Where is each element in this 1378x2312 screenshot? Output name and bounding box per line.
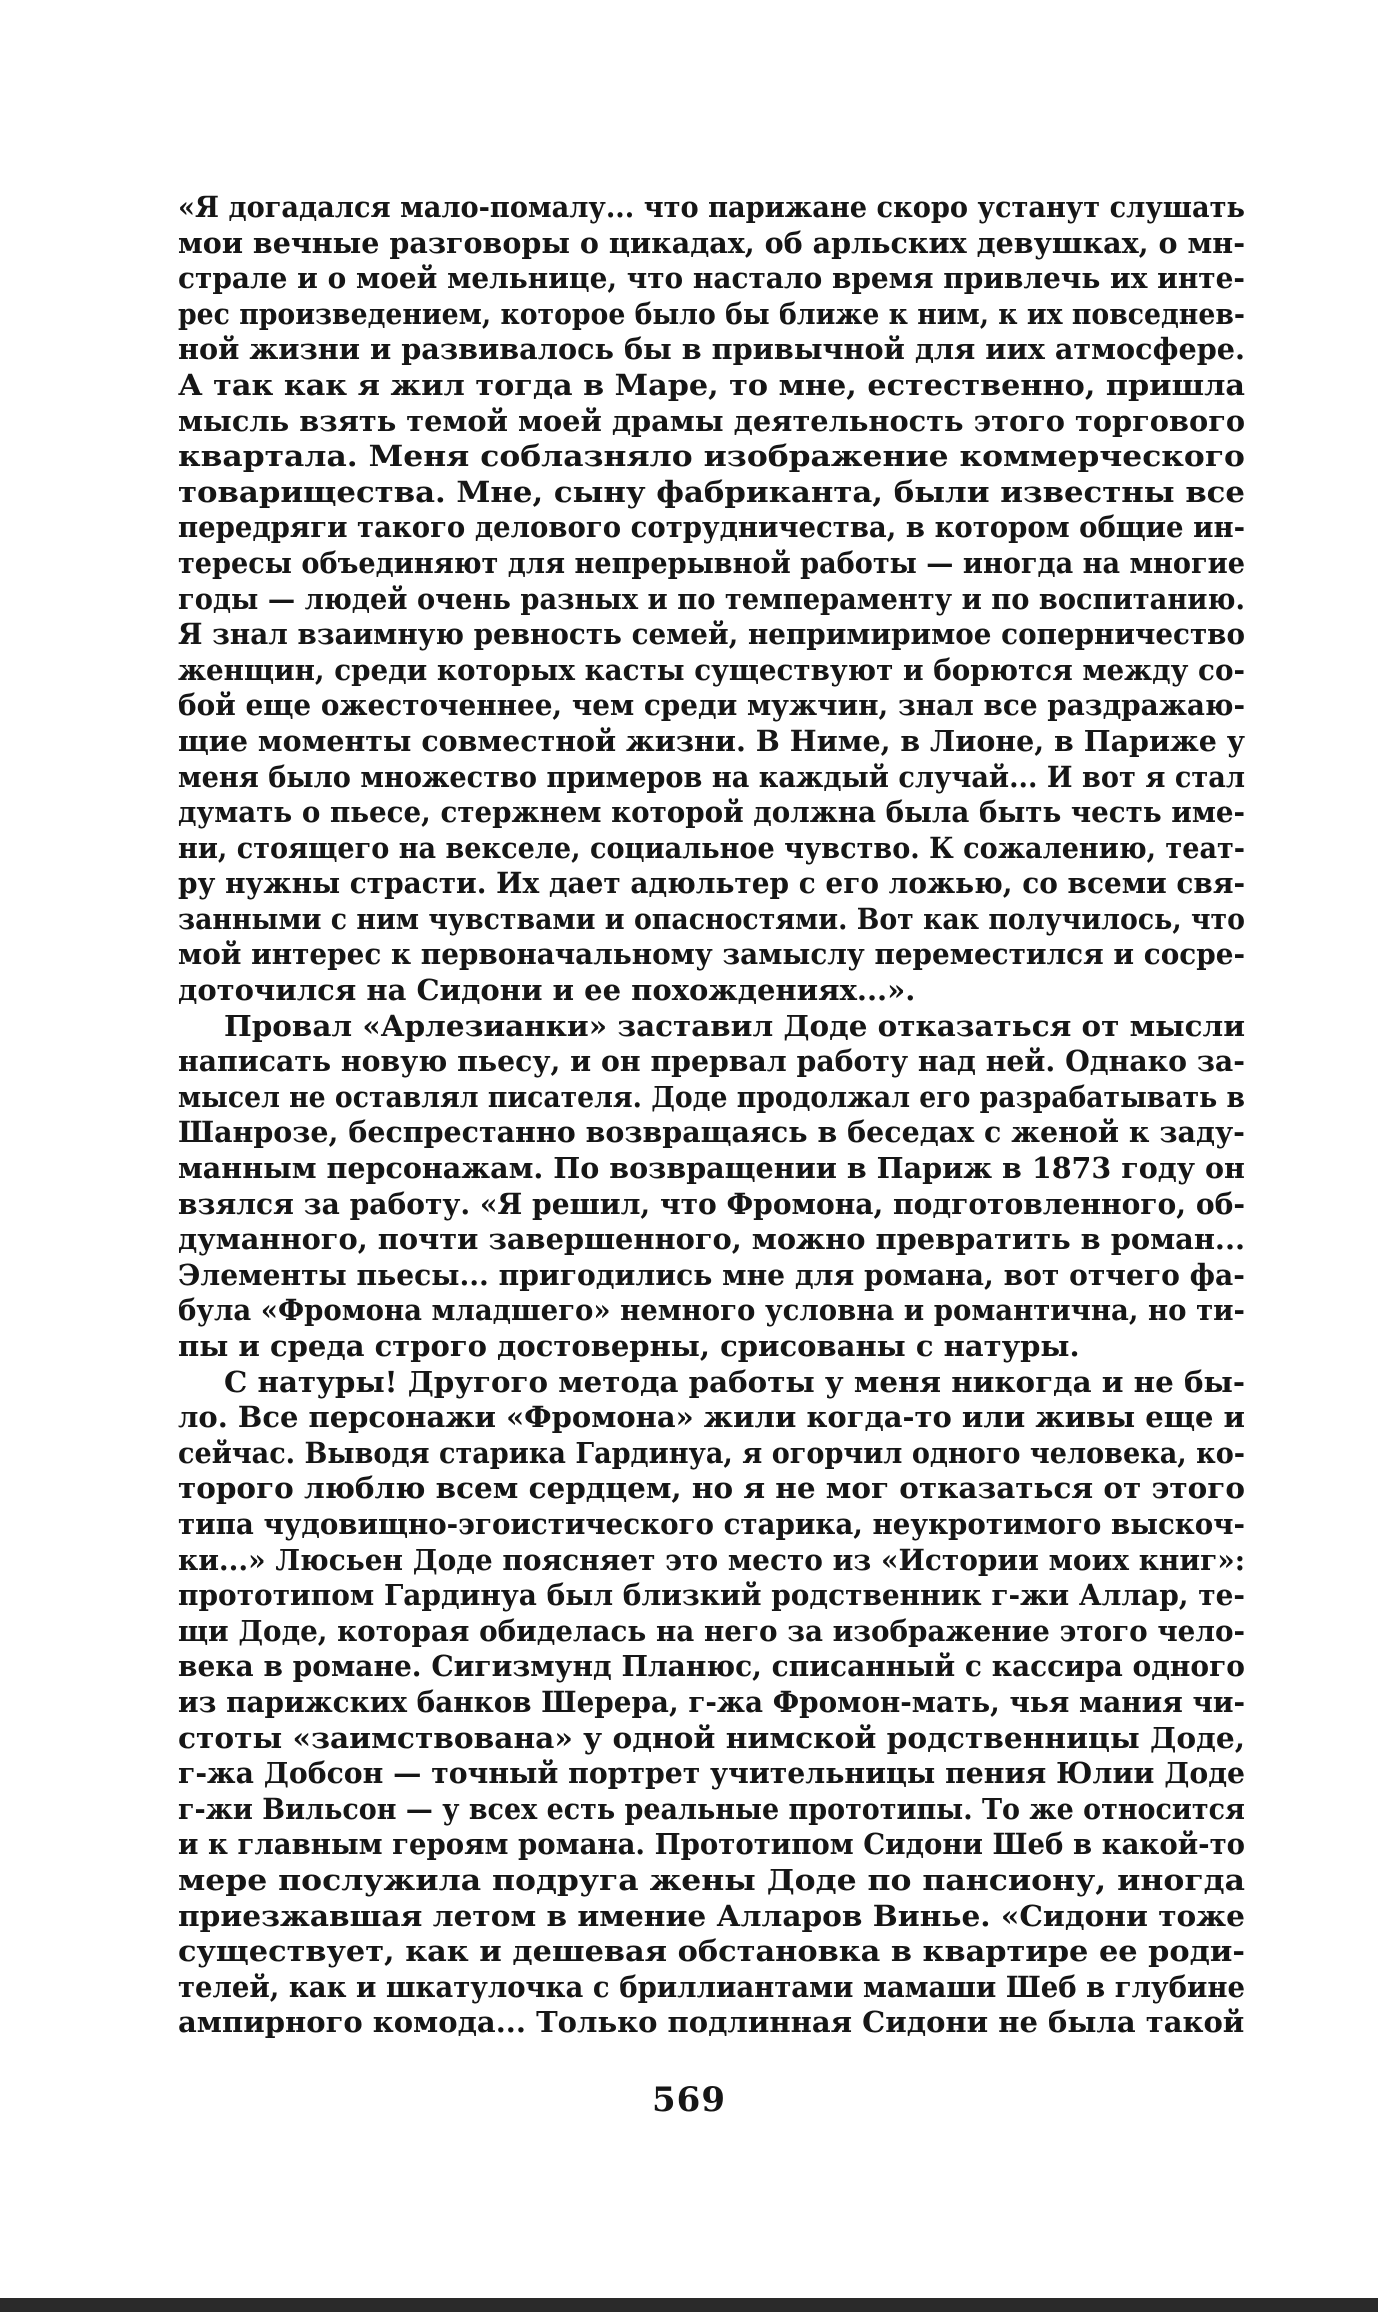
text-line — [178, 760, 1245, 796]
text-line — [178, 1756, 1245, 1792]
text-line — [178, 332, 1245, 368]
text-line-content: мой интерес к первоначальному замыслу переместился и сосре- — [178, 937, 1246, 972]
text-line — [178, 866, 1245, 902]
text-line-content: века в романе. Сигизмунд Планюс, списанный с кассира одного — [178, 1649, 1245, 1684]
text-line — [178, 1365, 1245, 1401]
text-line-content: занными с ним чувствами и опасностями. Вот как получилось, что — [178, 901, 1245, 936]
text-line — [178, 1151, 1245, 1187]
text-line — [178, 795, 1245, 831]
text-line-content: существует, как и дешевая обстановка в квартире ее роди- — [178, 1934, 1245, 1969]
scan-bottom-edge — [0, 2298, 1378, 2312]
text-line-content: Шанрозе, беспрестанно возвращаясь в беседах с женой к заду- — [178, 1115, 1245, 1150]
text-line-content: бой еще ожесточеннее, чем среди мужчин, знал все раздражаю- — [178, 688, 1246, 723]
text-line — [178, 1934, 1245, 1970]
text-line-content: думанного, почти завершенного, можно превратить в роман... — [178, 1222, 1246, 1257]
text-line — [178, 653, 1245, 689]
text-line — [178, 1685, 1245, 1721]
text-line — [178, 902, 1245, 938]
text-line — [178, 1970, 1245, 2006]
text-line — [178, 1293, 1245, 1329]
text-line — [178, 1187, 1245, 1223]
text-line-content: ло. Все персонажи «Фромона» жили когда-то или живы еще и — [178, 1400, 1246, 1435]
text-line-content: мысль взять темой моей драмы деятельность этого торгового — [178, 403, 1246, 438]
text-line-content: тересы объединяют для непрерывной работы — иногда на многие — [178, 545, 1245, 580]
text-line — [178, 2005, 1245, 2041]
text-line-content: взялся за работу. «Я решил, что Фромона, подготовленного, об- — [178, 1186, 1245, 1221]
text-line-content: пы и среда строго достоверны, срисованы с натуры. — [178, 1329, 1080, 1363]
text-line-content: С натуры! Другого метода работы у меня никогда и не бы- — [224, 1364, 1246, 1399]
text-line — [178, 937, 1245, 973]
text-line-content: думать о пьесе, стержнем которой должна была быть честь име- — [178, 795, 1246, 830]
text-line — [178, 1649, 1245, 1685]
text-line-content: мои вечные разговоры о цикадах, об арльских девушках, о мн- — [178, 225, 1246, 260]
text-line — [178, 1080, 1245, 1116]
text-line — [178, 368, 1245, 404]
text-line — [178, 1471, 1245, 1507]
text-line-content: передряги такого делового сотрудничества, в котором общие ин- — [178, 510, 1246, 545]
text-line-content: и к главным героям романа. Прототипом Сидони Шеб в какой-то — [178, 1827, 1246, 1862]
text-line-content: рес произведением, которое было бы ближе к ним, к их повседнев- — [178, 296, 1245, 331]
text-line — [178, 1721, 1245, 1757]
text-line-content: Я знал взаимную ревность семей, непримиримое соперничество — [178, 617, 1246, 652]
text-line — [178, 1436, 1245, 1472]
text-line-content: г-жа Добсон — точный портрет учительницы пения Юлии Доде — [178, 1756, 1246, 1791]
text-line-content: написать новую пьесу, и он прервал работу над ней. Однако за- — [178, 1044, 1246, 1079]
text-line — [178, 1258, 1245, 1294]
text-line-content: годы — людей очень разных и по темпераменту и по воспитанию. — [178, 581, 1245, 616]
text-line — [178, 1329, 1245, 1365]
text-line-content: Провал «Арлезианки» заставил Доде отказаться от мысли — [224, 1008, 1246, 1043]
text-line — [178, 1792, 1245, 1828]
text-line — [178, 1899, 1245, 1935]
text-line — [178, 439, 1245, 475]
text-line — [178, 1115, 1245, 1151]
text-line-content: товарищества. Мне, сыну фабриканта, были известны все — [178, 474, 1245, 509]
text-line-content: ки...» Люсьен Доде поясняет это место из «Истории моих книг»: — [178, 1542, 1246, 1577]
text-line — [178, 688, 1245, 724]
text-line — [178, 1863, 1245, 1899]
text-line-content: г-жи Вильсон — у всех есть реальные прототипы. То же относится — [178, 1791, 1245, 1826]
text-line-content: сейчас. Выводя старика Гардинуа, я огорчил одного человека, ко- — [178, 1435, 1246, 1470]
text-line — [178, 1543, 1245, 1579]
text-line-content: типа чудовищно-эгоистического старика, неукротимого выскоч- — [178, 1506, 1245, 1541]
text-line — [178, 226, 1245, 262]
text-line — [178, 546, 1245, 582]
text-line — [178, 510, 1245, 546]
text-line — [178, 297, 1245, 333]
text-line-content: була «Фромона младшего» немного условна и романтична, но ти- — [178, 1293, 1245, 1328]
text-line — [178, 1222, 1245, 1258]
text-line-content: прототипом Гардинуа был близкий родственник г-жи Аллар, те- — [178, 1578, 1245, 1613]
text-line-content: ампирного комода... Только подлинная Сидони не была такой — [178, 2005, 1245, 2040]
text-line — [178, 404, 1245, 440]
text-line-content: телей, как и шкатулочка с бриллиантами мамаши Шеб в глубине — [178, 1969, 1245, 2004]
text-line — [178, 724, 1245, 760]
text-line-content: «Я догадался мало-помалу... что парижане скоро устанут слушать — [178, 190, 1245, 224]
text-line — [178, 261, 1245, 297]
text-line-content: квартала. Меня соблазняло изображение коммерческого — [178, 439, 1245, 474]
text-line-content: Элементы пьесы... пригодились мне для романа, вот отчего фа- — [178, 1257, 1245, 1292]
text-line-content: страле и о моей мельнице, что настало время привлечь их инте- — [178, 261, 1245, 296]
text-line-content: женщин, среди которых касты существуют и борются между со- — [178, 652, 1245, 687]
text-line-content: ни, стоящего на векселе, социальное чувство. К сожалению, теат- — [178, 830, 1246, 865]
text-line-content: А так как я жил тогда в Маре, то мне, естественно, пришла — [178, 367, 1246, 402]
text-line — [178, 1044, 1245, 1080]
text-line-content: стоты «заимствована» у одной нимской родственницы Доде, — [178, 1720, 1246, 1755]
text-line-content: щие моменты совместной жизни. В Ниме, в Лионе, в Париже у — [178, 723, 1246, 758]
text-line — [178, 1400, 1245, 1436]
text-line-content: из парижских банков Шерера, г-жа Фромон-мать, чья мания чи- — [178, 1684, 1246, 1719]
text-line-content: мысел не оставлял писателя. Доде продолжал его разрабатывать в — [178, 1079, 1246, 1114]
text-line — [178, 582, 1245, 618]
text-line-content: ной жизни и развивалось бы в привычной для иих атмосфере. — [178, 332, 1245, 367]
text-line-content: щи Доде, которая обиделась на него за изображение этого чело- — [178, 1613, 1246, 1648]
page-number: 569 — [652, 2080, 726, 2120]
body-text — [178, 190, 1245, 2041]
text-line — [178, 1827, 1245, 1863]
text-line — [178, 1614, 1245, 1650]
text-line — [178, 973, 1245, 1009]
text-line — [178, 1009, 1245, 1045]
text-line-content: торого люблю всем сердцем, но я не мог отказаться от этого — [178, 1471, 1245, 1506]
text-line-content: меня было множество примеров на каждый случай... И вот я стал — [178, 759, 1245, 794]
text-line — [178, 617, 1245, 653]
text-line — [178, 190, 1245, 226]
text-line-content: мере послужила подруга жены Доде по пансиону, иногда — [178, 1862, 1245, 1897]
text-line-content: доточился на Сидони и ее похождениях...». — [178, 973, 916, 1008]
text-line — [178, 1507, 1245, 1543]
text-line — [178, 475, 1245, 511]
text-line — [178, 1578, 1245, 1614]
text-line-content: манным персонажам. По возвращении в Париж в 1873 году он — [178, 1151, 1245, 1186]
text-line — [178, 831, 1245, 867]
text-line-content: приезжавшая летом в имение Алларов Винье. «Сидони тоже — [178, 1898, 1245, 1933]
text-line-content: ру нужны страсти. Их дает адюльтер с его ложью, со всеми свя- — [178, 866, 1246, 901]
